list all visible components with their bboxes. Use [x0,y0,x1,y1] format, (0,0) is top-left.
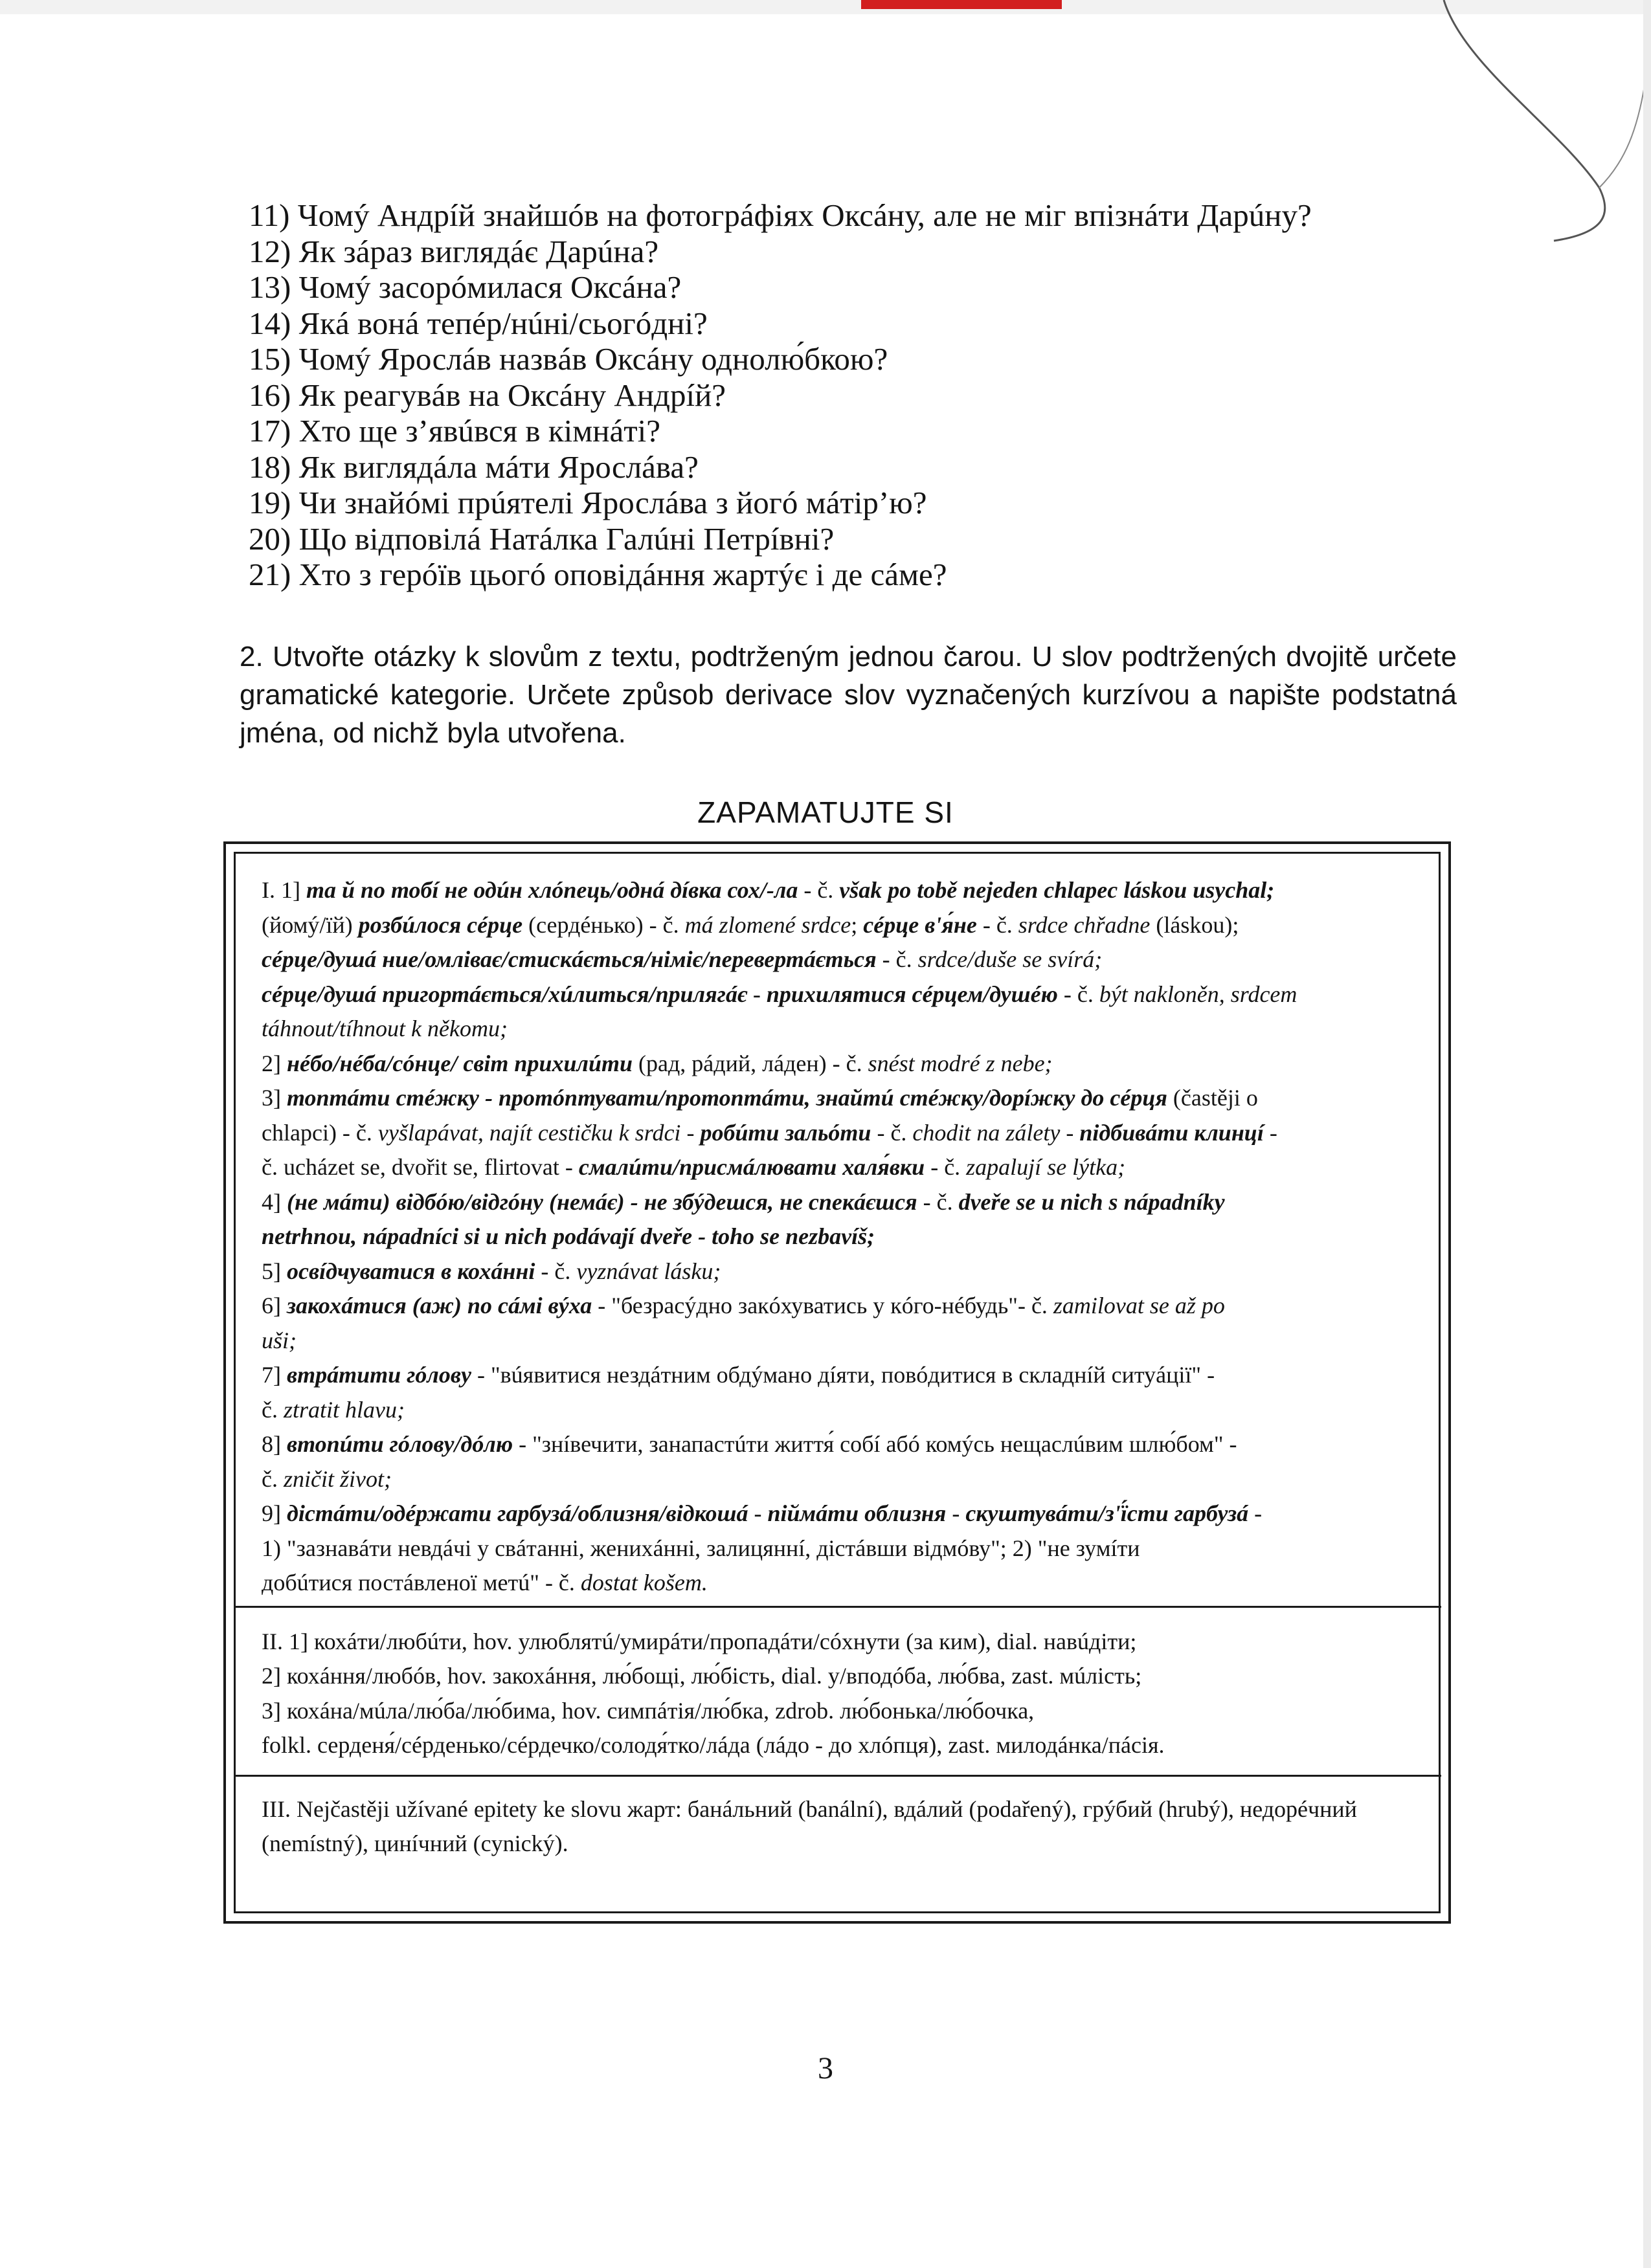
vocabulary-line [262,1496,1414,1531]
vocabulary-text-run: - [748,1500,768,1526]
vocabulary-text-run: č. [262,1465,284,1492]
vocabulary-text-run: ztratit hlavu; [283,1396,405,1423]
question-list [249,197,1544,593]
vocabulary-text-run: (láskou); [1150,911,1239,938]
vocabulary-text-run: сéрце в'я́не [863,911,977,938]
vocabulary-text-run: (častěji o [1167,1085,1258,1111]
vocabulary-text-run: vyšlapávat, najít cestičku k srdci [377,1119,681,1146]
vocabulary-line [262,1150,1414,1185]
question-item: 12) Як зáраз виглядáє Дарúна? [249,233,659,269]
vocabulary-text-run: втопúти гóлову/дóлю [287,1431,513,1457]
vocabulary-text-run: 7] [262,1362,287,1388]
vocabulary-text-run: č. [262,1396,284,1423]
question-item: 11) Чомý Андрíй знайшóв на фотогрáфіях Оксáну, але не міг впізнáти Дарúну? [249,197,1312,233]
vocabulary-text-run: srdce chřadne [1018,911,1151,938]
vocabulary-text-run: - č. [917,1188,959,1215]
vocabulary-text-run: добúтися постáвленої метú" - č. [262,1570,581,1595]
vocabulary-line [262,1185,1414,1220]
vocabulary-text-run: 3] [262,1085,287,1111]
vocabulary-line [262,1116,1414,1151]
vocabulary-text-run: - [1248,1500,1263,1526]
vocabulary-text-run: - [946,1500,966,1526]
question-item: 13) Чомý засорóмилася Оксáна? [249,269,682,305]
vocabulary-text-run: смалúти/присмáлювати халя́вки [578,1154,925,1180]
vocabulary-line [262,908,1414,943]
vocabulary-text-run: zamilovat se až po [1053,1293,1225,1318]
vocabulary-text-run: прихилятися сéрцем/душéю [766,981,1058,1007]
vocabulary-text-run: chodit na zálety [912,1119,1061,1146]
page-number: 3 [818,2051,833,2085]
vocabulary-line [262,942,1414,977]
vocabulary-text-run: 4] [262,1188,287,1215]
vocabulary-text-run: сéрце/душá ние/омліває/стискáється/німіє/перевертáється [262,946,877,972]
vocabulary-box [223,841,1451,1924]
vocabulary-text-run: zničit život; [283,1465,392,1492]
vocabulary-text-run: (рад, рáдий, лáден) - č. [633,1050,868,1076]
vocabulary-text-run: - [559,1154,579,1180]
vocabulary-text-run: - [1060,1119,1080,1146]
vocabulary-section-3: III. Nejčastěji užívané epitety ke slovu жарт: банáльний (banální), вдáлий (podařený), грýбий (hrubý), недорéчний (nemístný), цинíчний (cynický). [234,1775,1441,1862]
scan-top-edge [0,0,1651,14]
vocabulary-text-run: 5] [262,1258,287,1284]
vocabulary-line [262,873,1414,908]
vocabulary-line [262,1081,1414,1116]
question-item: 17) Хто ще з’явúвся в кімнáті? [249,413,660,449]
vocabulary-text-run: dostat košem. [580,1570,708,1595]
vocabulary-section-1 [262,873,1414,1601]
question-item: 21) Хто з герóїв цьогó оповідáння жартýє і де сáме? [249,557,947,592]
vocabulary-text-run: I. 1] [262,877,306,903]
vocabulary-line [262,1531,1414,1566]
question-item: 14) Якá вонá тепéр/нúні/сьогóдні? [249,305,708,341]
vocabulary-text-run: освíдчуватися в кохáнні [287,1258,535,1284]
vocabulary-text-run: - č. [1057,981,1099,1007]
vocabulary-line: II. 1] кохáти/любúти, hov. улюблятú/умирáти/пропадáти/сóхнути (за ким), dial. навúдіти; [262,1628,1137,1654]
vocabulary-line [262,977,1414,1012]
vocabulary-line [262,1358,1414,1393]
vocabulary-line: 3] кохáна/мúла/лю́ба/лю́бима, hov. симпáтія/лю́бка, zdrob. лю́бонька/лю́бочка, [262,1697,1035,1724]
vocabulary-line [262,1047,1414,1082]
vocabulary-text-run: сéрце/душá пригортáється/хúлиться/прилягáє [262,981,747,1007]
vocabulary-text-run: ucházet se, dvořit se, flirtovat [283,1154,559,1180]
vocabulary-line [262,1427,1414,1462]
question-item: 15) Чомý Ярослáв назвáв Оксáну однолю́бкою? [249,341,888,377]
vocabulary-text-run: 2] [262,1050,287,1076]
vocabulary-text-run: - "безрасýдно закóхуватись у кóго-нéбудь"- č. [592,1293,1053,1318]
vocabulary-line [262,1566,1414,1601]
vocabulary-line: 2] кохáння/любóв, hov. закохáння, лю́бощі, лю́бість, dial. у/вподóба, лю́бва, zast. мúлість; [262,1663,1142,1689]
vocabulary-text-run: топтáти стéжку - протóптувати/протоптáти, [287,1085,811,1111]
vocabulary-text-run: та й по тобí не одúн хлóпець/однá дíвка сох/-ла [306,877,798,903]
vocabulary-text-run: 6] [262,1293,287,1318]
vocabulary-text-run: netrhnou, nápadníci si u nich podávají dveře - toho se nezbavíš; [262,1223,875,1249]
vocabulary-text-run: 8] [262,1431,287,1457]
vocabulary-text-run: uši; [262,1327,297,1353]
vocabulary-text-run: - č. [871,1119,913,1146]
vocabulary-line [262,1219,1414,1254]
vocabulary-text-run: však po tobě nejeden chlapec láskou usychal; [839,877,1275,903]
vocabulary-text-run: закохáтися (аж) по сáмі вýха [287,1293,592,1318]
vocabulary-section-2 [234,1606,1441,1768]
question-item: 19) Чи знайóмі прúятелі Ярослáва з йогó мáтір’ю? [249,485,927,520]
vocabulary-text-run: má zlomené srdce [684,911,851,938]
vocabulary-line [262,1393,1414,1428]
vocabulary-line [262,1462,1414,1497]
vocabulary-text-run: být nakloněn, srdcem [1099,981,1297,1007]
question-item: 18) Як виглядáла мáти Ярослáва? [249,449,699,485]
vocabulary-text-run: розбúлося сéрце [358,911,523,938]
vocabulary-text-run: - č. [976,911,1018,938]
vocabulary-text-run: нéбо/нéба/сóнце/ світ прихилúти [287,1050,633,1076]
vocabulary-text-run: 1) "зазнавáти невдáчі у свáтанні, женихáнні, залицяннí, дістáвши відмóву"; 2) "не зумíти [262,1535,1140,1561]
vocabulary-box-inner [234,852,1441,1913]
vocabulary-text-run: - "знíвечити, занапастúти життя́ собí абó комýсь нещаслúвим шлю́бом" - [513,1431,1237,1457]
red-binding-tab [861,0,1062,9]
vocabulary-text-run: srdce/duše se svírá; [917,946,1103,972]
vocabulary-line [262,1254,1414,1289]
vocabulary-text-run: chlapci) - č. [262,1119,378,1146]
vocabulary-text-run: скуштувáти/з'ї́сти гарбузá [965,1500,1249,1526]
question-item: 16) Як реагувáв на Оксáну Андрíй? [249,377,726,413]
vocabulary-text-run [811,1085,816,1111]
vocabulary-text-run: - č. [535,1258,577,1284]
vocabulary-text-run: ; [851,911,864,938]
vocabulary-text-run: snést modré z nebe; [868,1050,1053,1076]
vocabulary-text-run: zapalují se lýtka; [966,1154,1126,1180]
vocabulary-text-run: dveře se u nich s nápadníky [958,1188,1225,1215]
vocabulary-text-run: робúти зальóти [700,1119,871,1146]
vocabulary-line [262,1324,1414,1359]
vocabulary-text-run: втрáтити гóлову [287,1362,471,1388]
vocabulary-line [262,1289,1414,1324]
vocabulary-text-run: vyznávat lásku; [576,1258,721,1284]
vocabulary-text-run: - č. [876,946,918,972]
vocabulary-text-run: дістáти/одéржати гарбузá/облизня/відкошá [287,1500,748,1526]
vocabulary-line: folkl. серденя́/сéрденько/сéрдечко/солодя́тко/лáда (лáдо - до хлóпця), zast. милодáнка/пáсія. [262,1732,1165,1758]
vocabulary-text-run: - [747,981,767,1007]
question-item: 20) Що відповілá Натáлка Галúні Петрíвні? [249,520,835,557]
vocabulary-text-run: táhnout/tíhnout k někomu; [262,1016,508,1041]
vocabulary-text-run: (не мáти) відбóю/відгóну (немáє) - не збýдешся, не спекáєшся [287,1188,917,1215]
vocabulary-text-run: - č. [925,1154,967,1180]
vocabulary-text-run: підбивáти клинцí [1079,1119,1264,1146]
vocabulary-text-run: - "вúявитися нездáтним обдýмано дíяти, повóдитися в складнíй ситуáції" - [471,1362,1215,1388]
vocabulary-text-run: піймáти облизня [767,1500,947,1526]
vocabulary-text-run: (йомý/їй) [262,911,359,938]
vocabulary-text-run: č. [262,1154,284,1180]
task-2-instructions: 2. Utvořte otázky k slovům z textu, podtrženým jednou čarou. U slov podtržených dvojitě určete gramatické kategorie. Určete způsob derivace slov vyznačených kurzívou a napište podstatná jména, od nichž byla utvořena. [240,641,1457,749]
vocabulary-text-run: - č. [798,877,840,903]
vocabulary-text-run: знайтú стéжку/дорíжку до сéрця [816,1085,1167,1111]
section-title: ZAPAMATUJTE SI [697,795,954,829]
vocabulary-text-run: 9] [262,1500,287,1526]
vocabulary-text-run: - [1263,1119,1277,1146]
vocabulary-line [262,1012,1414,1047]
vocabulary-text-run: (сердéнько) - č. [522,911,685,938]
vocabulary-text-run: - [680,1119,701,1146]
